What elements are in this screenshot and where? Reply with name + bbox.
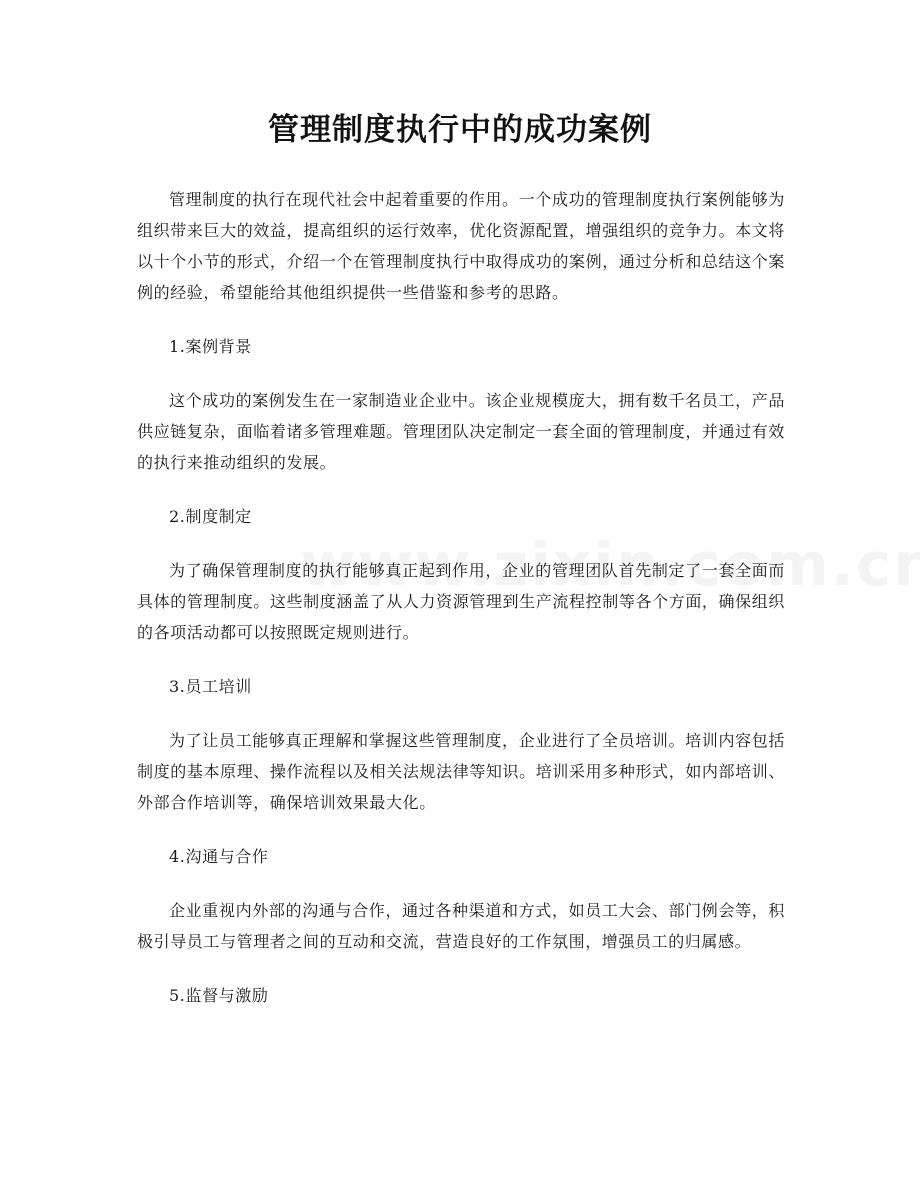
- section-text-background: 这个成功的案例发生在一家制造业企业中。该企业规模庞大，拥有数千名员工，产品供应链复杂，面临着诸多管理难题。管理团队决定制定一套全面的管理制度，并通过有效的执行来推动组织的发展。: [137, 391, 785, 472]
- section-text-communication: 企业重视内外部的沟通与合作，通过各种渠道和方式，如员工大会、部门例会等，积极引导员工与管理者之间的互动和交流，营造良好的工作氛围，增强员工的归属感。: [137, 901, 785, 951]
- document-body: [137, 184, 785, 1011]
- section-heading-policy: 2.制度制定: [169, 507, 252, 526]
- section-heading-communication: 4.沟通与合作: [169, 847, 269, 866]
- intro-paragraph: 管理制度的执行在现代社会中起着重要的作用。一个成功的管理制度执行案例能够为组织带来巨大的效益，提高组织的运行效率，优化资源配置，增强组织的竞争力。本文将以十个小节的形式，介绍一个在管理制度执行中取得成功的案例，通过分析和总结这个案例的经验，希望能给其他组织提供一些借鉴和参考的思路。: [137, 190, 785, 302]
- section-heading-supervision: 5.监督与激励: [169, 986, 269, 1005]
- section-text-training: 为了让员工能够真正理解和掌握这些管理制度，企业进行了全员培训。培训内容包括制度的基本原理、操作流程以及相关法规法律等知识。培训采用多种形式，如内部培训、外部合作培训等，确保培训效果最大化。: [137, 731, 785, 812]
- section-text-policy: 为了确保管理制度的执行能够真正起到作用，企业的管理团队首先制定了一套全面而具体的管理制度。这些制度涵盖了从人力资源管理到生产流程控制等各个方面，确保组织的各项活动都可以按照既定规则进行。: [137, 561, 785, 642]
- document-title: 管理制度执行中的成功案例: [268, 112, 652, 148]
- section-heading-background: 1.案例背景: [169, 337, 252, 356]
- section-heading-training: 3.员工培训: [169, 677, 252, 696]
